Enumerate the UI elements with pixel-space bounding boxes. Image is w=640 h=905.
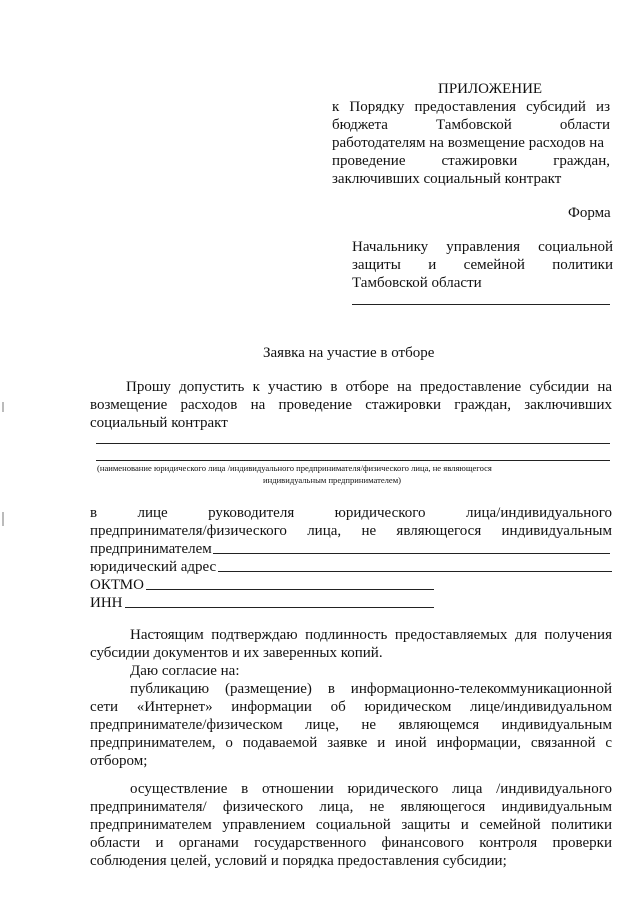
form-label: Форма [568,205,611,221]
inn-field-label: ИНН [90,595,123,611]
representative-line: предпринимателя/физического лица, не являющегося индивидуальным [90,523,612,539]
address-field-label: юридический адрес [90,559,217,575]
consent-publication-line: отбором; [90,753,148,769]
applicant-name-caption: (наименование юридического лица /индивидуального предпринимателя/физического лица, не являющегося [97,463,492,473]
request-text: Прошу допустить к участию в отборе на предоставление субсидии на [126,379,612,395]
address-field-line[interactable] [218,571,612,572]
consent-publication-text: публикацию (размещение) в информационно-телекоммуникационной [130,681,612,697]
appendix-line: бюджета Тамбовской области [332,117,610,133]
request-line: социальный контракт [90,415,228,431]
confirmation-text: Настоящим подтверждаю подлинность предоставляемых для получения [130,627,612,643]
consent-publication-line: предпринимателе/физическом лице, не являющемся индивидуальным [90,717,612,733]
appendix-line: проведение стажировки граждан, [332,153,610,169]
appendix-line: к Порядку предоставления субсидий из [332,99,610,115]
appendix-line: работодателям на возмещение расходов на [332,135,604,151]
document-title: Заявка на участие в отборе [263,345,435,361]
oktmo-field-line[interactable] [146,589,434,590]
entrepreneur-field-line[interactable] [213,553,610,554]
appendix-title: ПРИЛОЖЕНИЕ [438,81,543,97]
inn-field-line[interactable] [125,607,434,608]
oktmo-field-label: ОКТМО [90,577,144,593]
appendix-line: заключивших социальный контракт [332,171,562,187]
addressee-line: Тамбовской области [352,275,482,291]
addressee-line: защиты и семейной политики [352,257,613,273]
confirmation-line: субсидии документов и их заверенных копий. [90,645,383,661]
scan-mark [2,402,4,412]
representative-line: в лице руководителя юридического лица/индивидуального [90,505,612,521]
consent-audit-text: осуществление в отношении юридического лица /индивидуального [130,781,612,797]
request-line: возмещение расходов на проведение стажировки граждан, заключивших [90,397,612,413]
consent-audit-line: предпринимателя/ физического лица, не являющегося индивидуальным [90,799,612,815]
consent-publication-line: сети «Интернет» информации об юридическом лице/индивидуальном [90,699,612,715]
consent-audit-line: предпринимателем управлением социальной защиты и семейной политики [90,817,612,833]
applicant-name-line [96,443,610,444]
consent-publication-line [90,680,612,698]
consent-intro: Даю согласие на: [130,663,240,679]
consent-audit-line: соблюдения целей, условий и порядка предоставления субсидии; [90,853,507,869]
entrepreneur-field-label: предпринимателем [90,541,212,557]
addressee-line: Начальнику управления социальной [352,239,613,255]
scan-mark [2,512,4,526]
applicant-name-caption: индивидуальным предпринимателем) [263,475,402,485]
consent-audit-line: области и органами государственного финансового контроля проверки [90,835,612,851]
confirmation-line [90,626,612,644]
applicant-name-line [96,460,610,461]
consent-publication-line: предпринимателем, о подаваемой заявке и иной информации, связанной с [90,735,612,751]
request-line [90,378,612,396]
addressee-signature-line [352,304,610,305]
consent-audit-line [90,780,612,798]
